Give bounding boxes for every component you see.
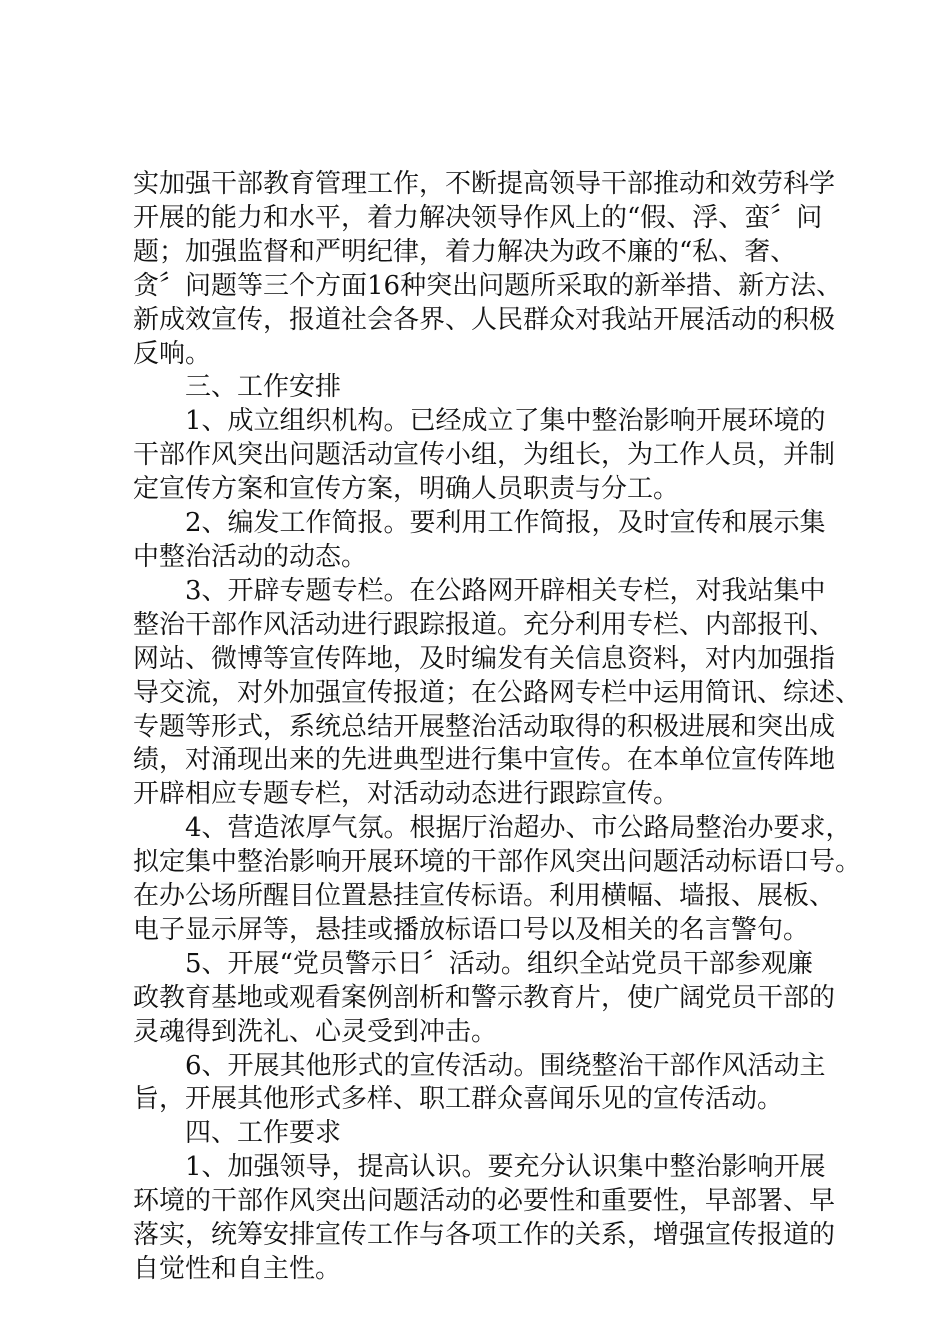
text-line: 4、营造浓厚气氛。根据厅治超办、市公路局整治办要求， — [185, 813, 852, 844]
text-line: 开展的能力和水平，着力解决领导作风上的“假、浮、蛮〞问 — [133, 202, 823, 233]
text-line: 自觉性和自主性。 — [133, 1254, 342, 1284]
text-line: 网站、微博等宣传阵地，及时编发有关信息资料，对内加强指 — [133, 643, 836, 674]
text-line: 四、工作要求 — [185, 1118, 342, 1149]
text-line: 整治干部作风活动进行跟踪报道。充分利用专栏、内部报刊、 — [133, 609, 836, 640]
text-line: 专题等形式，系统总结开展整治活动取得的积极进展和突出成 — [133, 711, 836, 742]
text-line: 反响。 — [133, 338, 212, 369]
text-line: 落实，统筹安排宣传工作与各项工作的关系，增强宣传报道的 — [133, 1220, 836, 1251]
text-line: 灵魂得到洗礼、心灵受到冲击。 — [133, 1016, 498, 1047]
text-line: 1、成立组织机构。已经成立了集中整治影响开展环境的 — [185, 406, 826, 437]
document-body — [133, 168, 862, 1287]
text-line: 3、开辟专题专栏。在公路网开辟相关专栏，对我站集中 — [185, 575, 826, 606]
text-line: 6、开展其他形式的宣传活动。围绕整治干部作风活动主 — [185, 1050, 826, 1081]
paragraph — [133, 371, 833, 405]
text-line: 三、工作安排 — [185, 372, 342, 403]
paragraph — [133, 1151, 836, 1287]
text-line: 政教育基地或观看案例剖析和警示教育片，使广阔党员干部的 — [133, 982, 836, 1013]
text-line: 贪〞问题等三个方面16种突出问题所采取的新举措、新方法、 — [133, 270, 843, 301]
text-line: 旨，开展其他形式多样、职工群众喜闻乐见的宣传活动。 — [133, 1084, 784, 1115]
paragraph — [133, 812, 862, 948]
text-line: 定宣传方案和宣传方案，明确人员职责与分工。 — [133, 474, 680, 505]
paragraph — [133, 168, 843, 371]
text-line: 环境的干部作风突出问题活动的必要性和重要性，早部署、早 — [133, 1186, 836, 1217]
text-line: 绩，对涌现出来的先进典型进行集中宣传。在本单位宣传阵地 — [133, 745, 836, 776]
text-line: 2、编发工作简报。要利用工作简报，及时宣传和展示集 — [185, 508, 826, 539]
paragraph — [133, 948, 836, 1050]
text-line: 导交流，对外加强宣传报道；在公路网专栏中运用简讯、综述、 — [133, 677, 862, 708]
paragraph — [133, 1117, 833, 1151]
paragraph — [133, 575, 862, 812]
text-line: 在办公场所醒目位置悬挂宣传标语。利用横幅、墙报、展板、 — [133, 881, 836, 912]
text-line: 实加强干部教育管理工作，不断提高领导干部推动和效劳科学 — [133, 169, 836, 199]
text-line: 电子显示屏等，悬挂或播放标语口号以及相关的名言警句。 — [133, 914, 810, 945]
text-line: 中整治活动的动态。 — [133, 541, 368, 572]
text-line: 干部作风突出问题活动宣传小组，为组长，为工作人员，并制 — [133, 440, 836, 471]
text-line: 新成效宣传，报道社会各界、人民群众对我站开展活动的积极 — [133, 304, 836, 335]
text-line: 拟定集中整治影响开展环境的干部作风突出问题活动标语口号。 — [133, 847, 862, 878]
paragraph — [133, 507, 833, 575]
text-line: 题；加强监督和严明纪律，着力解决为政不廉的“私、奢、 — [133, 236, 797, 267]
paragraph — [133, 405, 836, 507]
text-line: 开辟相应专题专栏，对活动动态进行跟踪宣传。 — [133, 779, 680, 810]
text-line: 1、加强领导，提高认识。要充分认识集中整治影响开展 — [185, 1152, 826, 1183]
paragraph — [133, 1050, 833, 1118]
text-line: 5、开展“党员警示日〞活动。组织全站党员干部参观廉 — [185, 948, 813, 979]
